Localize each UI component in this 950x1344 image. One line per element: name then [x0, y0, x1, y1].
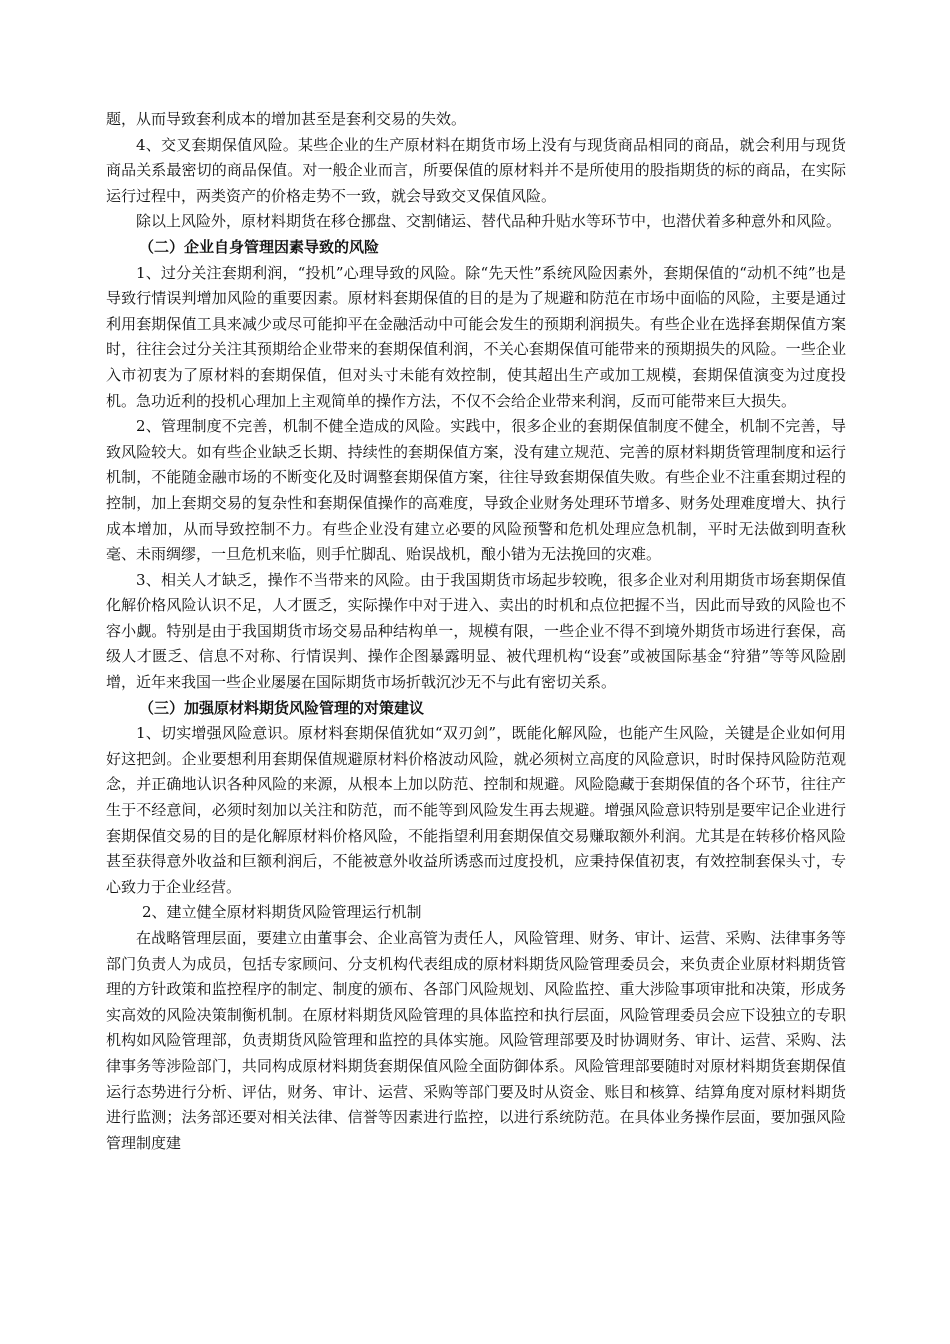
paragraph-strategic-management: 在战略管理层面，要建立由董事会、企业高管为责任人，风险管理、财务、审计、运营、采购、法律事务等部门负责人为成员，包括专家顾问、分支机构代表组成的原材料期货风险管理委员会，来负责企业原材料期货管理的方针政策和监控程序的制定、制度的颁布、各部门风险规划、风险监控、重大涉险事项审批和决策，形成务实高效的风险决策制衡机制。在原材料期货风险管理的具体监控和执行层面，风险管理委员会应下设独立的专职机构如风险管理部，负责期货风险管理和监控的具体实施。风险管理部要及时协调财务、审计、运营、采购、法律事务等涉险部门，共同构成原材料期货套期保值风险全面防御体系。风险管理部要随时对原材料期货套期保值运行态势进行分析、评估，财务、审计、运营、采购等部门要及时从资金、账目和核算、结算角度对原材料期货进行监测；法务部还要对相关法律、信誉等因素进行监控，以进行系统防范。在具体业务操作层面，要加强风险管理制度建: [106, 929, 846, 1152]
paragraph-speculation-risk: 1、过分关注套期利润，“投机”心理导致的风险。除“先天性”系统风险因素外，套期保值的“动机不纯”也是导致行情误判增加风险的重要因素。原材料套期保值的目的是为了规避和防范在市场中面临的风险，主要是通过利用套期保值工具来减少或尽可能抑平在金融活动中可能会发生的预期利润损失。有些企业在选择套期保值方案时，往往会过分关注其预期给企业带来的套期保值利润，不关心套期保值可能带来的预期损失的风险。一些企业入市初衷为了原材料的套期保值，但对头寸未能有效控制，使其超出生产或加工规模，套期保值演变为过度投机。急功近利的投机心理加上主观简单的操作方法，不仅不会给企业带来利润，反而可能带来巨大损失。: [106, 263, 846, 410]
paragraph-other-risks: 除以上风险外，原材料期货在移仓挪盘、交割储运、替代品种升贴水等环节中，也潜伏着多种意外和风险。: [136, 212, 842, 231]
paragraph-management-risk: 2、管理制度不完善，机制不健全造成的风险。实践中，很多企业的套期保值制度不健全，机制不完善，导致风险较大。如有些企业缺乏长期、持续性的套期保值方案，没有建立规范、完善的原材料期货管理制度和运行机制，不能随金融市场的不断变化及时调整套期保值方案，往往导致套期保值失败。有些企业不注重套期过程的控制，加上套期交易的复杂性和套期保值操作的高难度，导致企业财务处理环节增多、财务处理难度增大、执行成本增加，从而导致控制不力。有些企业没有建立必要的风险预警和危机处理应急机制，平时无法做到明查秋毫、未雨绸缪，一旦危机来临，则手忙脚乱、贻误战机，酿小错为无法挽回的灾难。: [106, 417, 846, 564]
paragraph-talent-risk: 3、相关人才缺乏，操作不当带来的风险。由于我国期货市场起步较晚，很多企业对利用期货市场套期保值化解价格风险认识不足，人才匮乏，实际操作中对于进入、卖出的时机和点位把握不当，因此而导致的风险也不容小觑。特别是由于我国期货市场交易品种结构单一，规模有限，一些企业不得不到境外期货市场进行套保，高级人才匮乏、信息不对称、行情误判、操作企图暴露明显、被代理机构“设套”或被国际基金“狩猎”等等风险剧增，近年来我国一些企业屡屡在国际期货市场折戟沉沙无不与此有密切关系。: [106, 570, 846, 692]
subheading-mechanism: 2、建立健全原材料期货风险管理运行机制: [142, 903, 422, 922]
section-heading-3: （三）加强原材料期货风险管理的对策建议: [139, 698, 425, 717]
paragraph-risk-awareness: 1、切实增强风险意识。原材料套期保值犹如“双刃剑”，既能化解风险，也能产生风险，关键是企业如何用好这把剑。企业要想利用套期保值规避原材料价格波动风险，就必须树立高度的风险意识，时时保持风险防范观念，并正确地认识各种风险的来源，从根本上加以防范、控制和规避。风险隐藏于套期保值的各个环节，往往产生于不经意间，必须时刻加以关注和防范，而不能等到风险发生再去规避。增强风险意识特别是要牢记企业进行套期保值交易的目的是化解原材料价格风险，不能指望利用套期保值交易赚取额外利润。尤其是在转移价格风险甚至获得意外收益和巨额利润后，不能被意外收益所诱惑而过度投机，应秉持保值初衷，有效控制套保头寸，专心致力于企业经营。: [106, 724, 846, 896]
paragraph-continuation: 题，从而导致套利成本的增加甚至是套利交易的失效。: [106, 110, 467, 128]
section-heading-2: （二）企业自身管理因素导致的风险: [139, 237, 380, 256]
paragraph-cross-hedging-risk: 4、交叉套期保值风险。某些企业的生产原材料在期货市场上没有与现货商品相同的商品，就会利用与现货商品关系最密切的商品保值。对一般企业而言，所要保值的原材料并不是所使用的股指期货的标的商品，在实际运行过程中，两类资产的价格走势不一致，就会导致交叉保值风险。: [106, 135, 846, 205]
document-page: [106, 107, 846, 1156]
